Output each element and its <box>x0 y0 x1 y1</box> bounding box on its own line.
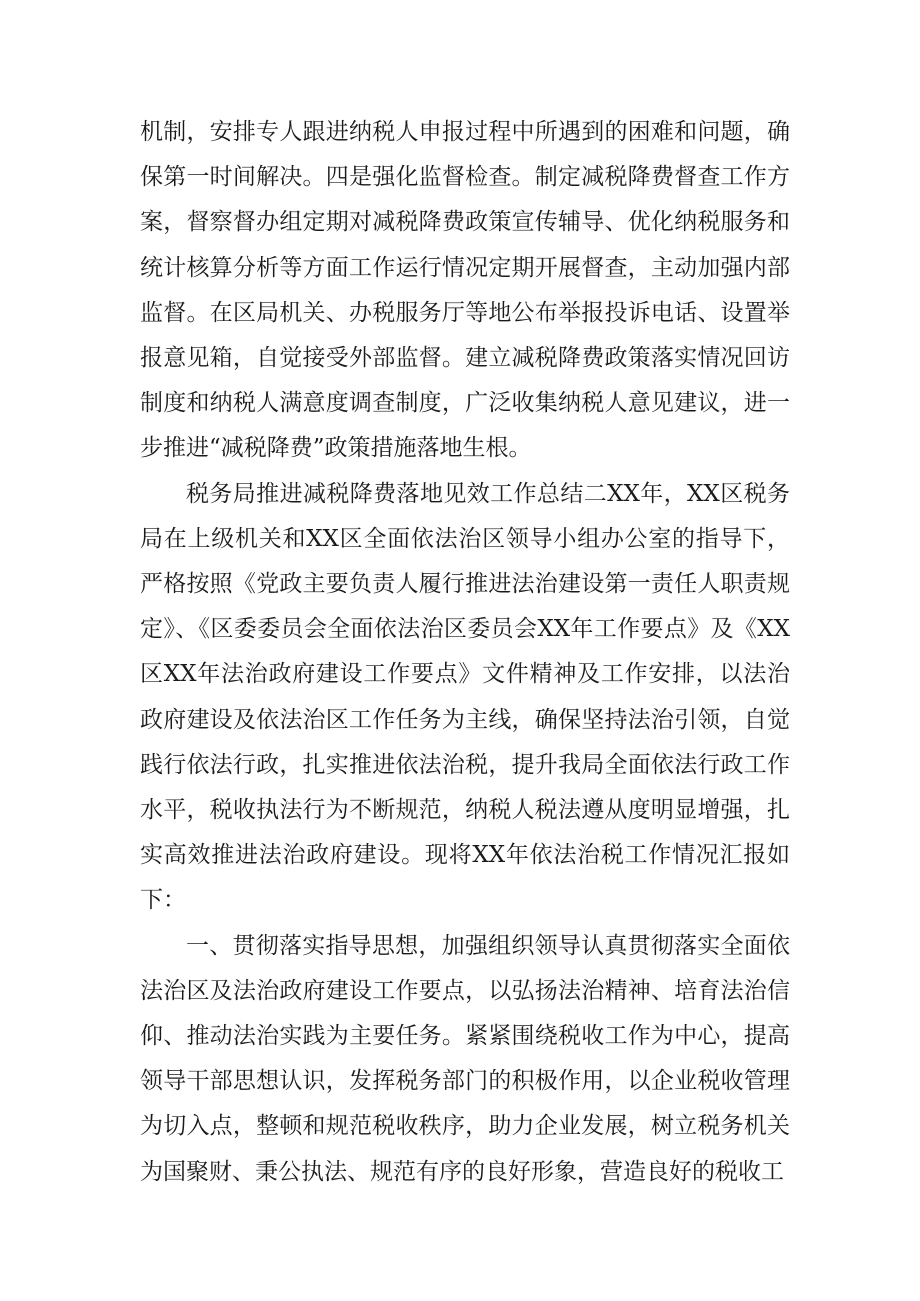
paragraph-section-one: 一、贯彻落实指导思想，加强组织领导认真贯彻落实全面依法治区及法治政府建设工作要点，以弘扬法治精神、培育法治信仰、推动法治实践为主要任务。紧紧围绕税收工作为中心，提高领导干部思想认识，发挥税务部门的积极作用，以企业税收管理为切入点，整顿和规范税收秩序，助力企业发展，树立税务机关为国聚财、秉公执法、规范有序的良好形象，营造良好的税收工 <box>140 932 790 1185</box>
paragraph-continuation: 机制，安排专人跟进纳税人申报过程中所遇到的困难和问题，确保第一时间解决。四是强化监督检查。制定减税降费督查工作方案，督察督办组定期对减税降费政策宣传辅导、优化纳税服务和统计核算分析等方面工作运行情况定期开展督查，主动加强内部监督。在区局机关、办税服务厅等地公布举报投诉电话、设置举报意见箱，自觉接受外部监督。建立减税降费政策落实情况回访制度和纳税人满意度调查制度，广泛收集纳税人意见建议，进一步推进“减税降费”政策措施落地生根。 <box>140 119 790 462</box>
document-body <box>140 110 790 1195</box>
paragraph-summary-two: 税务局推进减税降费落地见效工作总结二XX年，XX区税务局在上级机关和XX区全面依法治区领导小组办公室的指导下，严格按照《党政主要负责人履行推进法治建设第一责任人职责规定》、《区委委员会全面依法治区委员会XX年工作要点》及《XX区XX年法治政府建设工作要点》文件精神及工作安排，以法治政府建设及依法治区工作任务为主线，确保坚持法治引领，自觉践行依法行政，扎实推进依法治税，提升我局全面依法行政工作水平，税收执法行为不断规范，纳税人税法遵从度明显增强，扎实高效推进法治政府建设。现将XX年依法治税工作情况汇报如下： <box>140 480 790 914</box>
